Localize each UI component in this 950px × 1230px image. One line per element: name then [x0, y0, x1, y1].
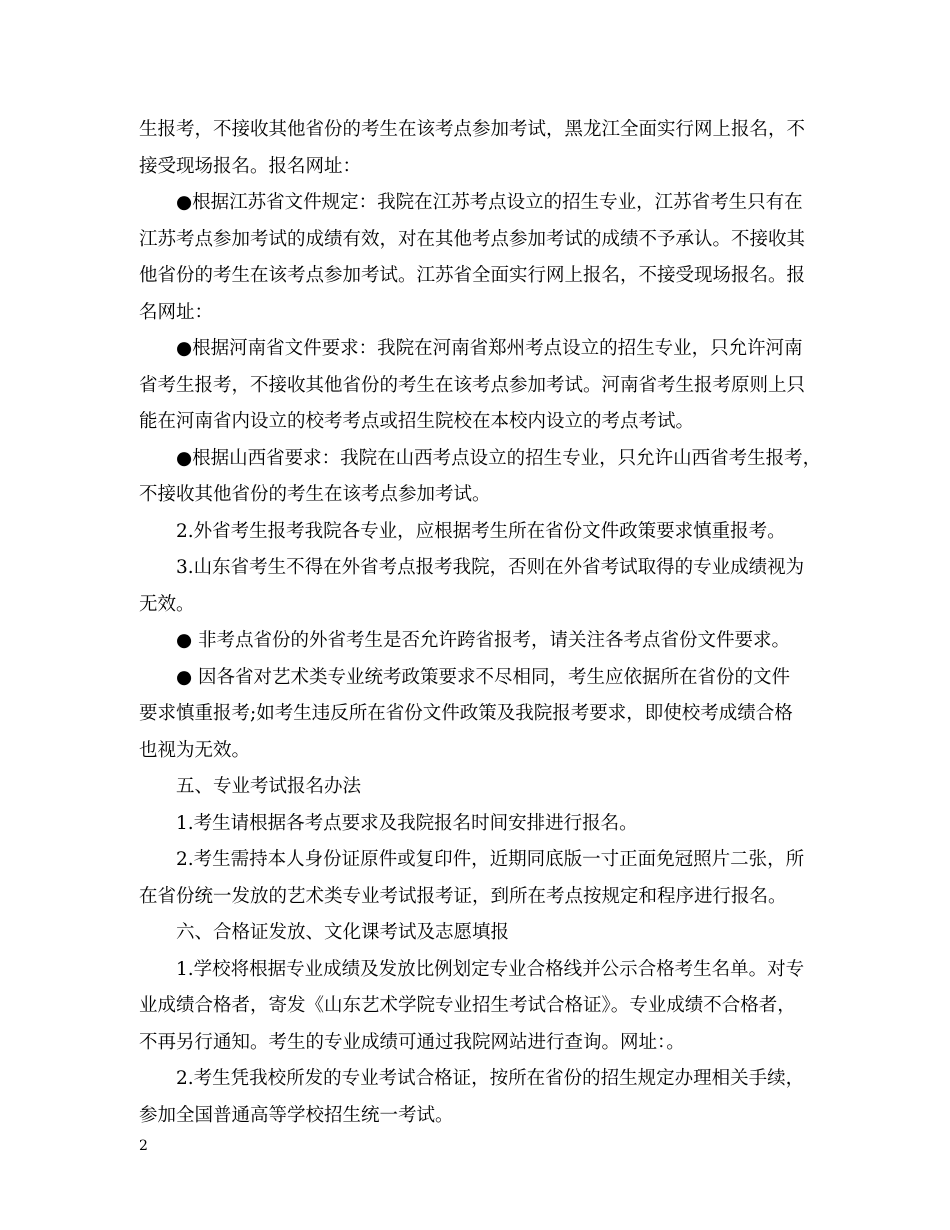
text-line: 也视为无效。: [139, 739, 251, 761]
text-line: 他省份的考生在该考点参加考试。江苏省全面实行网上报名，不接受现场报名。报: [139, 265, 806, 286]
text-line: 五、专业考试报名办法: [176, 776, 362, 797]
text-line: ●根据山西省要求：我院在山西考点设立的招生专业，只允许山西省考生报考，: [176, 447, 822, 469]
text-line: ● 因各省对艺术类专业统考政策要求不尽相同，考生应依据所在省份的文件: [176, 666, 791, 688]
text-line: 参加全国普通高等学校招生统一考试。: [139, 1104, 454, 1126]
document-body: [139, 112, 829, 1134]
text-line: ● 非考点省份的外省考生是否允许跨省报考，请关注各考点省份文件要求。: [176, 630, 791, 651]
text-line: 江苏考点参加考试的成绩有效，对在其他考点参加考试的成绩不予承认。不接收其: [139, 228, 806, 250]
text-line: ●根据河南省文件要求：我院在河南省郑州考点设立的招生专业，只允许河南: [176, 338, 803, 359]
text-line: 1.学校将根据专业成绩及发放比例划定专业合格线并公示合格考生名单。对专: [176, 958, 805, 980]
text-line: ●根据江苏省文件规定：我院在江苏考点设立的招生专业，江苏省考生只有在: [176, 192, 803, 213]
text-line: 要求慎重报考;如考生违反所在省份文件政策及我院报考要求，即使校考成绩合格: [139, 703, 793, 724]
text-line: 1.考生请根据各考点要求及我院报名时间安排进行报名。: [176, 812, 638, 834]
page-number: 2: [139, 1138, 148, 1154]
text-line: 名网址：: [139, 301, 214, 323]
text-line: 无效。: [139, 593, 195, 615]
text-line: 3.山东省考生不得在外省考点报考我院，否则在外省考试取得的专业成绩视为: [176, 557, 805, 578]
text-line: 省考生报考，不接收其他省份的考生在该考点参加考试。河南省考生报考原则上只: [139, 374, 806, 396]
text-line: 能在河南省内设立的校考考点或招生院校在本校内设立的考点考试。: [139, 411, 695, 432]
text-line: 不再另行通知。考生的专业成绩可通过我院网站进行查询。网址：。: [139, 1031, 685, 1053]
text-line: 2.外省考生报考我院各专业，应根据考生所在省份文件政策要求慎重报考。: [176, 520, 786, 542]
text-line: 2.考生需持本人身份证原件或复印件，近期同底版一寸正面免冠照片二张，所: [176, 849, 805, 870]
text-line: 六、合格证发放、文化课考试及志愿填报: [176, 922, 510, 943]
text-line: 接受现场报名。报名网址：: [139, 155, 362, 177]
text-line: 业成绩合格者，寄发《山东艺术学院专业招生考试合格证》。专业成绩不合格者，: [139, 995, 796, 1016]
text-line: 生报考，不接收其他省份的考生在该考点参加考试，黑龙江全面实行网上报名，不: [139, 119, 806, 140]
text-line: 不接收其他省份的考生在该考点参加考试。: [139, 484, 491, 505]
text-line: 在省份统一发放的艺术类专业考试报考证，到所在考点按规定和程序进行报名。: [139, 885, 787, 907]
text-line: 2.考生凭我校所发的专业考试合格证，按所在省份的招生规定办理相关手续，: [176, 1068, 805, 1089]
